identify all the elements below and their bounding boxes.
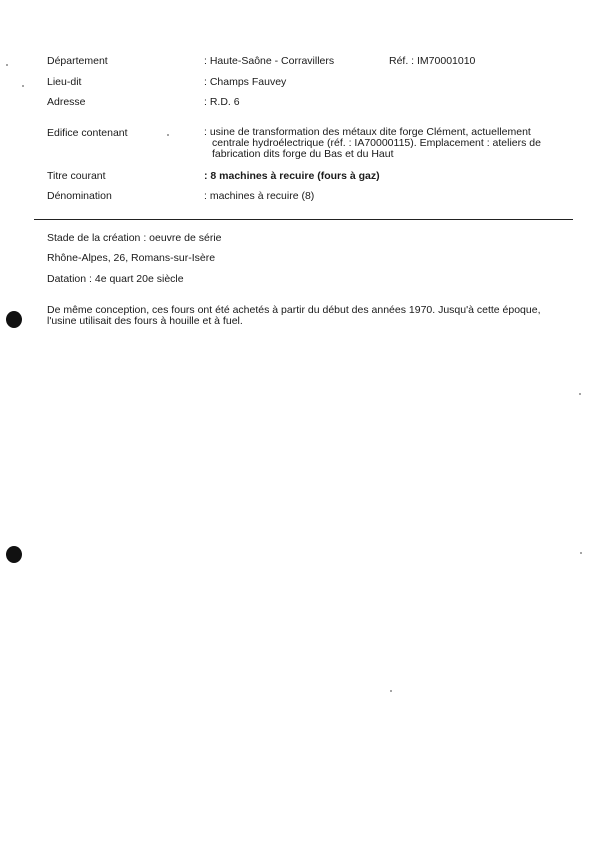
lieudit-label: Lieu-dit	[47, 76, 82, 88]
scan-speck	[6, 64, 8, 66]
edifice-value-line-2: centrale hydroélectrique (réf. : IA70000115). Emplacement : ateliers de	[212, 137, 541, 149]
departement-label: Département	[47, 55, 108, 67]
punch-hole-top	[6, 311, 22, 328]
departement-value: : Haute-Saône - Corravillers	[204, 55, 335, 67]
adresse-value: : R.D. 6	[204, 96, 240, 108]
description-line-1: De même conception, ces fours ont été achetés à partir du début des années 1970. Jusqu'à cette époque,	[47, 304, 541, 316]
denomination-label: Dénomination	[47, 190, 112, 202]
edifice-value-line-1: : usine de transformation des métaux dite forge Clément, actuellement	[204, 126, 531, 138]
titre-value: : 8 machines à recuire (fours à gaz)	[204, 170, 380, 182]
scan-speck	[22, 85, 24, 87]
edifice-label: Edifice contenant	[47, 127, 128, 139]
scan-speck	[167, 134, 169, 136]
punch-hole-bottom	[6, 546, 22, 563]
lieudit-value: : Champs Fauvey	[204, 76, 287, 88]
reference-number: Réf. : IM70001010	[389, 55, 476, 67]
stade-creation: Stade de la création : oeuvre de série	[47, 232, 222, 244]
edifice-value	[204, 127, 541, 160]
datation: Datation : 4e quart 20e siècle	[47, 273, 184, 285]
edifice-value-line-3: fabrication dits forge du Bas et du Haut	[212, 148, 394, 160]
description-line-2: l'usine utilisait des fours à houille et à fuel.	[47, 315, 243, 327]
denomination-value: : machines à recuire (8)	[204, 190, 315, 202]
description	[47, 305, 541, 327]
scan-speck	[580, 552, 582, 554]
separator-line	[34, 219, 573, 220]
adresse-label: Adresse	[47, 96, 86, 108]
scan-speck	[390, 690, 392, 692]
scan-speck	[579, 393, 581, 395]
lieu-execution: Rhône-Alpes, 26, Romans-sur-Isère	[47, 252, 216, 264]
titre-label: Titre courant	[47, 170, 106, 182]
